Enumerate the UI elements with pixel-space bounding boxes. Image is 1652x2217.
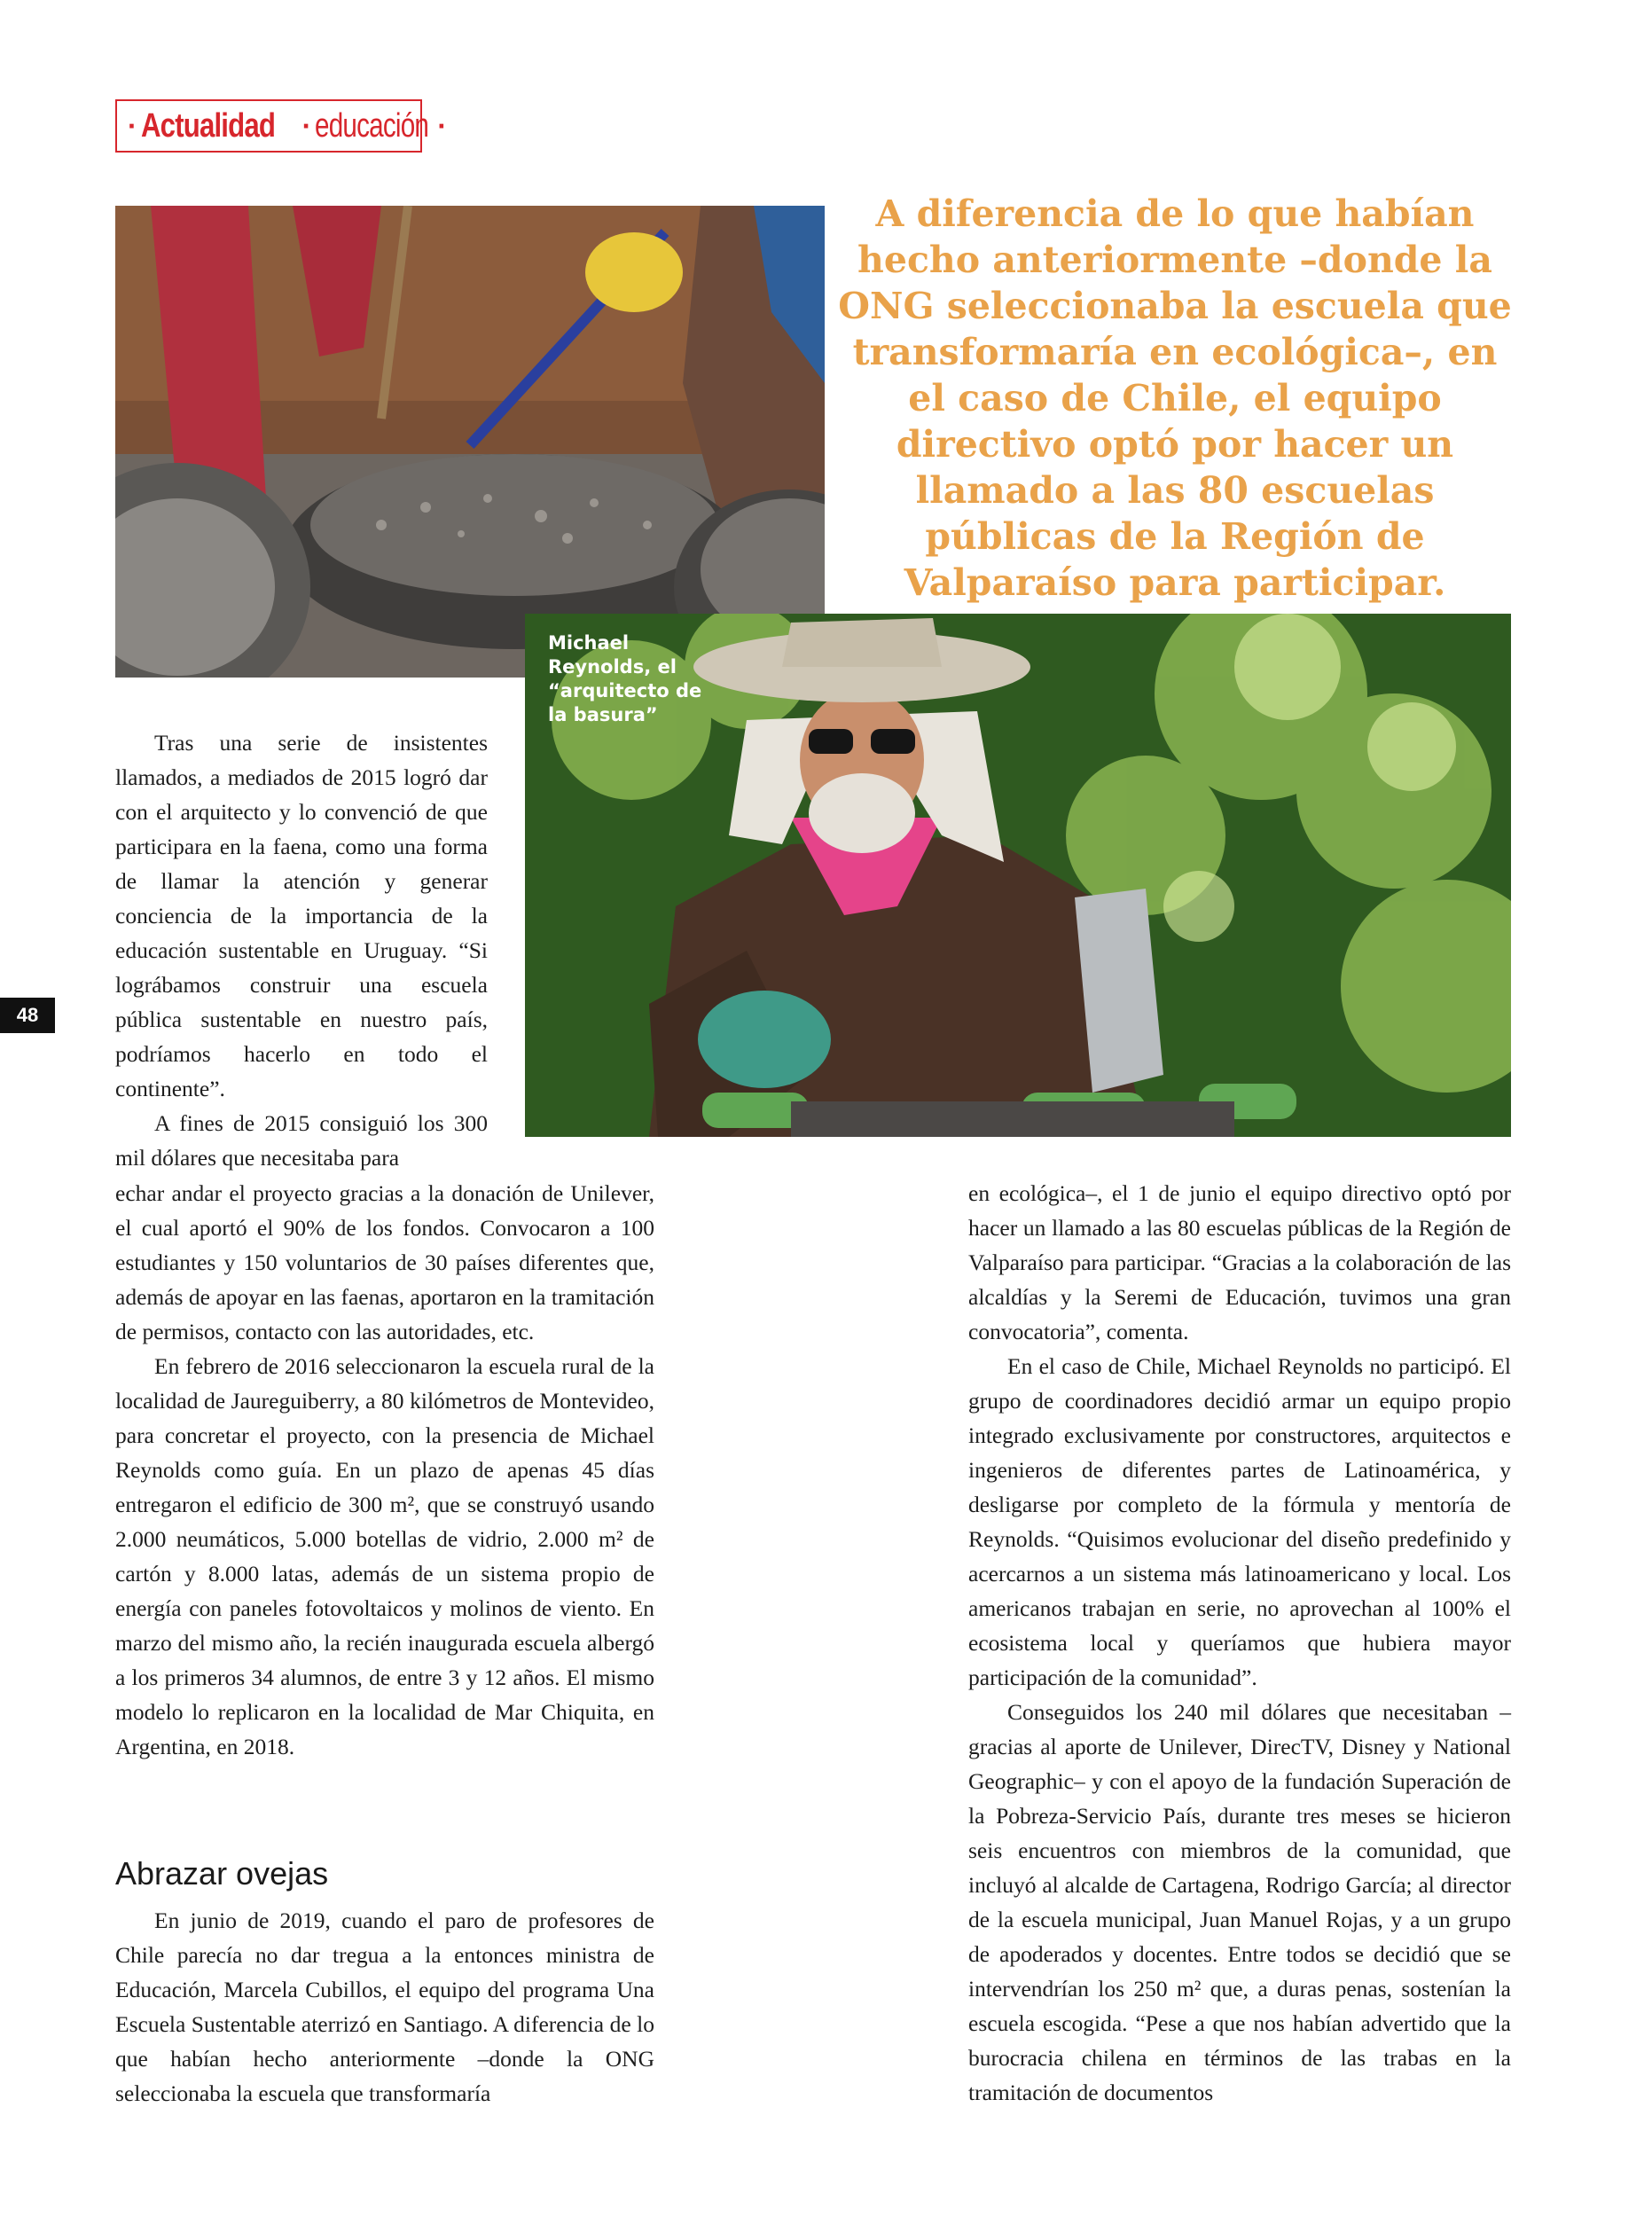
paragraph: En junio de 2019, cuando el paro de profesores de Chile parecía no dar tregua a la entonces ministra de Educación, Marcela Cubillos, el equipo del programa Una Escuela Sustentable aterrizó en Santiago. A diferencia de lo que habían hecho anteriormente –donde la ONG seleccionaba la escuela que transformaría <box>115 1908 654 2106</box>
column-right <box>968 1176 1511 2110</box>
paragraph: en ecológica–, el 1 de junio el equipo directivo optó por hacer un llamado a las 80 escuelas públicas de la Región de Valparaíso para participar. “Gracias a la colaboración de las alcaldías y la Seremi de Educación, tuvimos una gran convocatoria”, comenta. <box>968 1180 1511 1344</box>
separator-dot: · <box>128 109 137 142</box>
paragraph: A fines de 2015 consiguió los 300 mil dólares que necesitaba para <box>115 1110 488 1171</box>
separator-dot: · <box>437 109 447 142</box>
photo-caption: Michael Reynolds, el “arquitecto de la basura” <box>548 632 702 725</box>
photo-tire-construction <box>115 206 825 678</box>
paragraph: Tras una serie de insistentes llamados, a mediados de 2015 logró dar con el arquitecto y lo convenció de que participara en la faena, como una forma de llamar la atención y generar conciencia de la importancia de la educación sustentable en Uruguay. “Si lográbamos construir una escuela pública sustentable en nuestro país, podríamos hacerlo en todo el continente”. <box>115 730 488 1101</box>
column-left-top <box>115 725 488 1175</box>
page-number: 48 <box>0 998 55 1033</box>
section-tag <box>115 99 447 153</box>
separator-dot: · <box>301 109 312 142</box>
paragraph: echar andar el proyecto gracias a la donación de Unilever, el cual aportó el 90% de los fondos. Convocaron a 100 estudiantes y 150 voluntarios de 30 países diferentes que, además de apoyar en las faenas, aportaron en la tramitación de permisos, contacto con las autoridades, etc. <box>115 1180 654 1344</box>
column-left-section <box>115 1903 654 2111</box>
paragraph: En febrero de 2016 seleccionaron la escuela rural de la localidad de Jaureguiberry, a 80 kilómetros de Montevideo, para concretar el proyecto, con la presencia de Michael Reynolds como guía. En un plazo de apenas 45 días entregaron el edificio de 300 m², que se construyó usando 2.000 neumáticos, 5.000 botellas de vidrio, 2.000 m² de cartón y 8.000 latas, además de un sistema propio de energía con paneles fotovoltaicos y molinos de viento. En marzo del mismo año, la recién inaugurada escuela albergó a los primeros 34 alumnos, de entre 3 y 12 años. El mismo modelo lo replicaron en la localidad de Mar Chiquita, en Argentina, en 2018. <box>115 1353 654 1759</box>
column-left-bottom <box>115 1176 654 1764</box>
paragraph: Conseguidos los 240 mil dólares que necesitaban –gracias al aporte de Unilever, DirecTV, Disney y National Geographic– y con el apoyo de la fundación Superación de la Pobreza-Servicio País, durante tres meses se hicieron seis encuentros con miembros de la comunidad, que incluyó al alcalde de Cartagena, Rodrigo García; al director de la escuela municipal, Juan Manuel Rojas, y a un grupo de apoderados y docentes. Entre todos se decidió que se intervendrían los 250 m² que, a duras penas, sostenían la escuela escogida. “Pese a que nos habían advertido que la burocracia chilena en términos de las trabas en la tramitación de documentos <box>968 1699 1511 2105</box>
pull-quote: A diferencia de lo que habían hecho anteriormente –donde la ONG seleccionaba la escuela que transformaría en ecológica–, en el caso de Chile, el equipo directivo optó por hacer un llamado a las 80 escuelas públicas de la Región de Valparaíso para participar. <box>838 192 1512 604</box>
subsection-label: educación <box>315 106 429 145</box>
tire-construction-illustration <box>115 206 825 678</box>
section-label: Actualidad <box>140 106 275 145</box>
section-subheading: Abrazar ovejas <box>115 1855 329 1892</box>
paragraph: En el caso de Chile, Michael Reynolds no participó. El grupo de coordinadores decidió armar un equipo propio integrado exclusivamente por constructores, arquitectos e ingenieros de diferentes partes de Latinoamérica, y desligarse por completo de la fórmula y mentoría de Reynolds. “Quisimos evolucionar del diseño predefinido y acercarnos a un sistema más latinoamericano y local. Los americanos trabajan en serie, no aprovechan al 100% el ecosistema local y queríamos que hubiera mayor participación de la comunidad”. <box>968 1353 1511 1690</box>
